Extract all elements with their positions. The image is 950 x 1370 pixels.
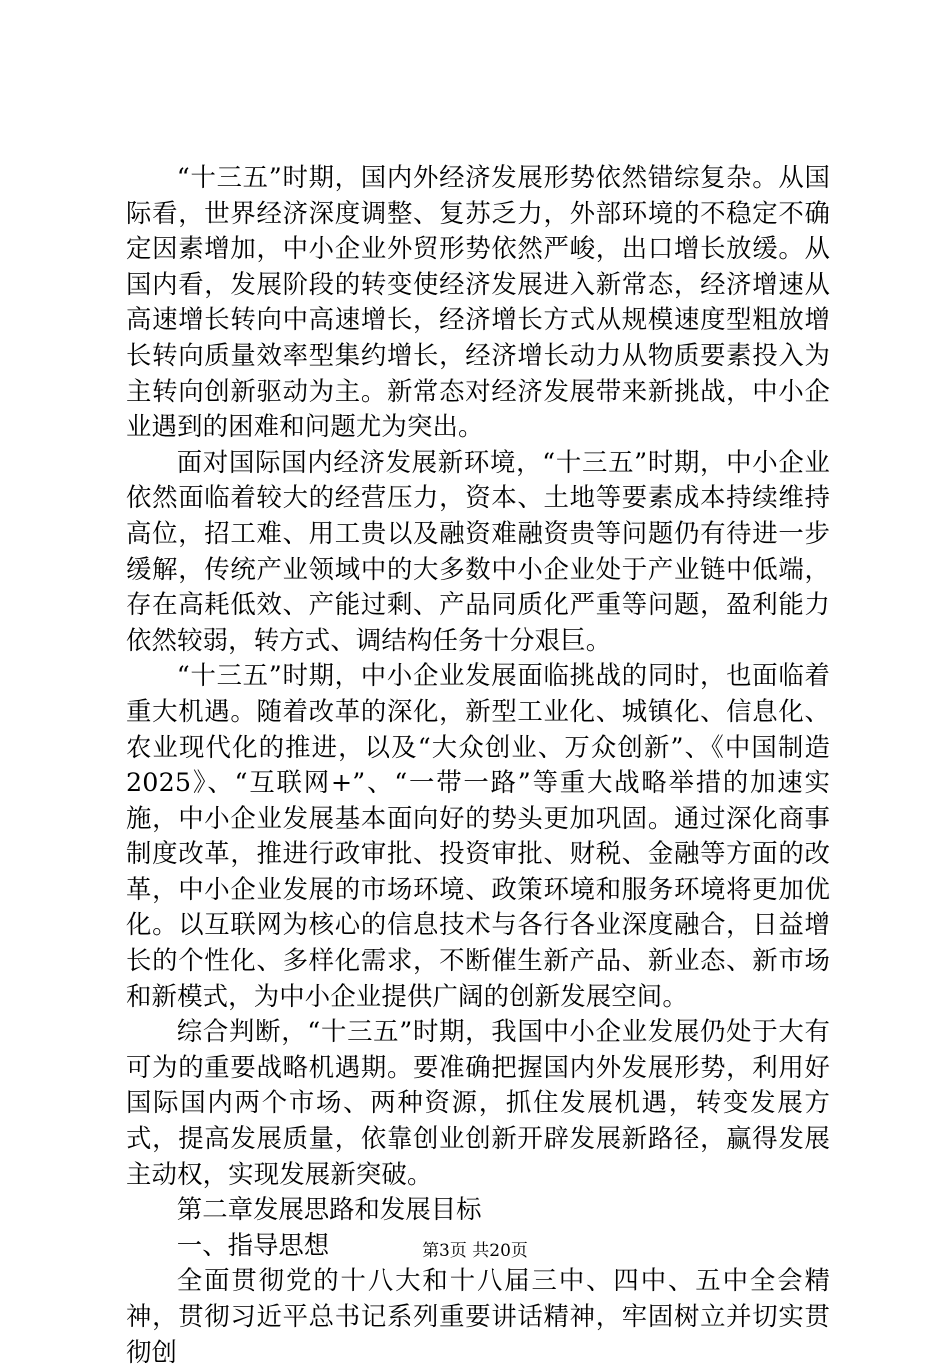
page-footer — [0, 1240, 950, 1262]
chapter-heading: 第二章发展思路和发展目标 — [176, 1194, 482, 1225]
paragraph-pressure: 面对国际国内经济发展新环境，“十三五”时期，中小企业依然面临着较大的经营压力，资本、土地等要素成本持续维持高位，招工难、用工贵以及融资难融资贵等问题仍有待进一步缓解，传统产业领域中的大多数中小企业处于产业链中低端，存在高耗低效、产能过剩、产品同质化严重等问题，盈利能力依然较弱，转方式、调结构任务十分艰巨。 — [126, 446, 830, 655]
paragraph-judgment: 综合判断，“十三五”时期，我国中小企业发展仍处于大有可为的重要战略机遇期。要准确把握国内外发展形势，利用好国际国内两个市场、两种资源，抓住发展机遇，转变发展方式，提高发展质量，依靠创业创新开辟发展新路径，赢得发展主动权，实现发展新突破。 — [126, 1016, 830, 1189]
section-heading: 一、指导思想 — [176, 1229, 330, 1260]
document-body — [126, 160, 830, 1370]
paragraph-opportunity: “十三五”时期，中小企业发展面临挑战的同时，也面临着重大机遇。随着改革的深化，新型工业化、城镇化、信息化、农业现代化的推进，以及“大众创业、万众创新”、《中国制造2025》、“互联网+”、“一带一路”等重大战略举措的加速实施，中小企业发展基本面向好的势头更加巩固。通过深化商事制度改革，推进行政审批、投资审批、财税、金融等方面的改革，中小企业发展的市场环境、政策环境和服务环境将更加优化。以互联网为核心的信息技术与各行各业深度融合，日益增长的个性化、多样化需求，不断催生新产品、新业态、新市场和新模式，为中小企业提供广阔的创新发展空间。 — [126, 660, 830, 1011]
paragraph-guiding-thought: 全面贯彻党的十八大和十八届三中、四中、五中全会精神，贯彻习近平总书记系列重要讲话精神，牢固树立并切实贯彻创 — [126, 1265, 830, 1367]
page-number: 第3页 共20页 — [422, 1241, 528, 1261]
paragraph-situation: “十三五”时期，国内外经济发展形势依然错综复杂。从国际看，世界经济深度调整、复苏乏力，外部环境的不稳定不确定因素增加，中小企业外贸形势依然严峻，出口增长放缓。从国内看，发展阶段的转变使经济发展进入新常态，经济增速从高速增长转向中高速增长，经济增长方式从规模速度型粗放增长转向质量效率型集约增长，经济增长动力从物质要素投入为主转向创新驱动为主。新常态对经济发展带来新挑战，中小企业遇到的困难和问题尤为突出。 — [126, 162, 830, 442]
